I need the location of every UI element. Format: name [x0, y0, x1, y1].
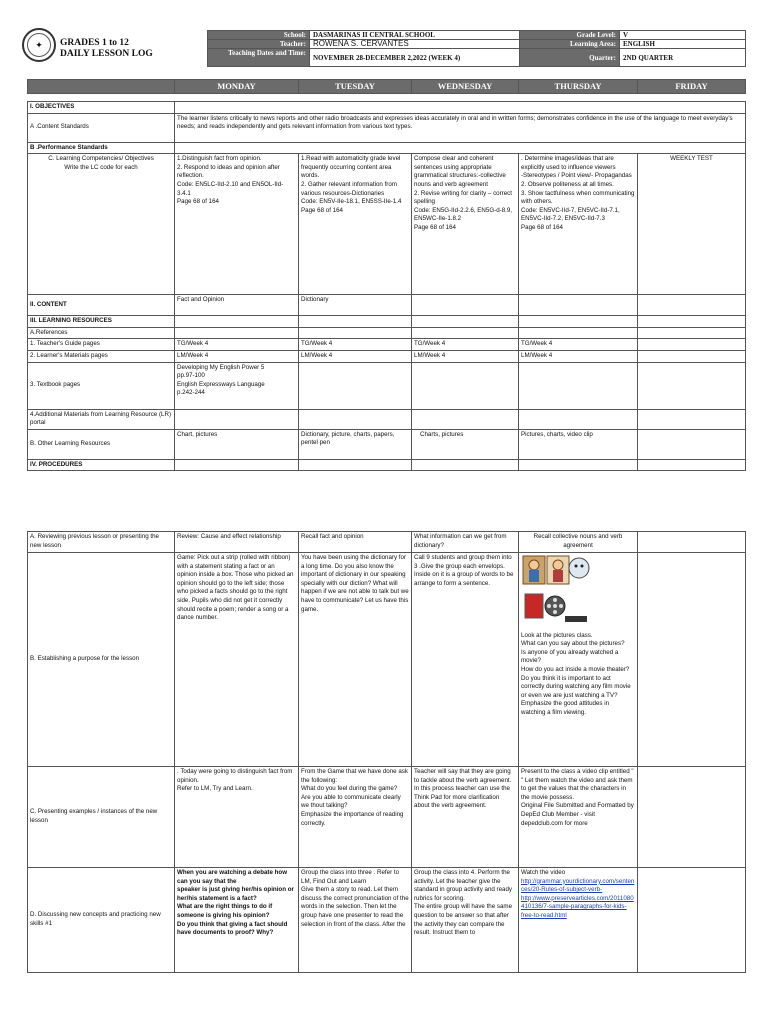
content-friday — [638, 295, 746, 316]
lesson-log-table-2 — [27, 531, 746, 973]
purpose-thursday-cell — [519, 553, 638, 767]
tg-thursday: TG/Week 4 — [519, 339, 638, 351]
teacher-label: Teacher: — [208, 40, 310, 49]
blank — [638, 409, 746, 429]
additional-materials-label: 4.Additional Materials from Learning Resource (LR) portal — [28, 409, 175, 429]
lm-friday — [638, 350, 746, 362]
purpose-monday: Game: Pick out a strip (rolled with ribbon) with a statement stating a fact or an opinion inside a box. Those who picked an opinion should go to the left side; those who picked a facts should go to the right side. Pupils who did not get it correctly should recite a poem; render a song or a dance number. — [175, 553, 299, 767]
objectives-blank — [175, 102, 746, 114]
examples-wednesday: Teacher will say that they are going to tackle about the verb agreement. In this process teacher can use the Think Pad for more clarification about the verb agreement. — [412, 767, 519, 868]
grade-value: V — [620, 31, 746, 40]
title-line-2: DAILY LESSON LOG — [60, 49, 153, 59]
grade-label: Grade Level: — [520, 31, 620, 40]
examples-label: C. Presenting examples / instances of the new lesson — [28, 767, 175, 868]
title-line-1: GRADES 1 to 12 — [60, 38, 129, 48]
tg-label: 1. Teacher's Guide pages — [28, 339, 175, 351]
review-tuesday: Recall fact and opinion — [299, 532, 412, 553]
other-thursday: Pictures, charts, video clip — [519, 429, 638, 459]
page-title — [60, 38, 153, 60]
blank — [519, 316, 638, 328]
content-standards-label: A .Content Standards — [28, 113, 175, 142]
lm-tuesday: LM/Week 4 — [299, 350, 412, 362]
day-friday: FRIDAY — [638, 80, 746, 94]
dates-value: NOVEMBER 28-DECEMBER 2,2022 (WEEK 4) — [310, 49, 520, 67]
deped-seal-icon — [22, 28, 56, 62]
performance-standards-label: B .Performance Standards — [28, 142, 175, 154]
blank — [412, 316, 519, 328]
school-value: DASMARINAS II CENTRAL SCHOOL — [310, 31, 520, 40]
day-header-row — [27, 79, 746, 94]
blank — [175, 316, 299, 328]
content-standards-text: The learner listens critically to news reports and other radio broadcasts and expresses ideas accurately in oral and in written forms; demonstrates confidence in the use of the language to meet everyday's needs; and reads independently and gets relevant information from various text types. — [175, 113, 746, 142]
discussing-wednesday: Group the class into 4. Perform the activity. Let the teacher give the standard in group activity and ready rubrics for scoring. The entire group will have the same question to be answer so that after the activity they can compare the result. Instruct them to — [412, 868, 519, 973]
watch-video-text: Watch the video — [521, 869, 566, 876]
blank — [175, 327, 299, 339]
competencies-tuesday: 1.Read with automaticity grade level frequently occurring content area words. 2. Gather relevant information from various resources-Dictionaries Code: EN5V-IIe-18.1, EN5SS-IIe-1.4 Page 68 of 164 — [299, 154, 412, 295]
competencies-wednesday: Compose clear and coherent sentences using appropriate grammatical structures:-collective nouns and verb agreement 2. Revise writing for clarity – correct spelling Code: EN5G-IId-2.2.6, EN5G-d-8.9, EN5WC-IIe-1.8.2 Page 68 of 164 — [412, 154, 519, 295]
content-heading: II. CONTENT — [28, 295, 175, 316]
other-wednesday: Charts, pictures — [412, 429, 519, 459]
blank — [638, 327, 746, 339]
discussing-monday: When you are watching a debate how can you say that the speaker is just giving her/his opinion or her/his statement is a fact? What are the right things to do if someone is giving his opinion? Do you think that giving a fact should have documents to proof? Why? — [175, 868, 299, 973]
discussing-thursday-cell — [519, 868, 638, 973]
textbook-monday: Developing My English Power 5 pp.97-100 English Expressways Language p.242-244 — [175, 362, 299, 409]
purpose-thursday: Look at the pictures class. What can you say about the pictures? Is anyone of you already watched a movie? How do you act inside a movie theater? Do you think it is important to act correctly during watching any film movie or even we are just watching a TV? Emphasize the good attitudes in watching a film viewing. — [521, 631, 631, 716]
examples-thursday: Present to the class a video clip entitled " " Let them watch the video and ask them to get the values that the characters in the movie possess. Original File Submitted and Formatted by DepEd Club Member - visit depedclub.com for more — [519, 767, 638, 868]
grammar-link[interactable]: http://grammar.yourdictionary.com/sentences/20-Rules-of-subject-verb- — [521, 877, 635, 894]
blank — [412, 459, 519, 471]
blank — [638, 429, 746, 459]
other-monday: Chart, pictures — [175, 429, 299, 459]
objectives-heading: I. OBJECTIVES — [28, 102, 175, 114]
examples-tuesday: From the Game that we have done ask the following: What do you feel during the game? Are you able to communicate clearly we thout talking? Emphasize the importance of reading correctly. — [299, 767, 412, 868]
blank — [519, 362, 638, 409]
teacher-value: ROWENA S. CERVANTES — [310, 40, 520, 49]
quarter-value: 2ND QUARTER — [620, 49, 746, 67]
blank — [175, 409, 299, 429]
blank — [638, 459, 746, 471]
tg-wednesday: TG/Week 4 — [412, 339, 519, 351]
competencies-monday: 1.Distinguish fact from opinion. 2. Respond to ideas and opinion after reflection. Code: EN5LC-IId-2.10 and EN5OL-IId-3.4.1 Page 68 of 164 — [175, 154, 299, 295]
blank — [299, 362, 412, 409]
procedures-heading: IV. PROCEDURES — [28, 459, 175, 471]
review-label: A. Reviewing previous lesson or presenting the new lesson — [28, 532, 175, 553]
competencies-label: C. Learning Competencies/ Objectives Write the LC code for each — [28, 154, 175, 295]
blank — [299, 409, 412, 429]
blank — [519, 459, 638, 471]
lesson-log-table-1 — [27, 101, 746, 471]
preservearticles-link[interactable]: http://www.preservearticles.com/2011080410136/7-sample-paragraphs-for-kids-free-to-read.html — [521, 894, 634, 919]
lm-thursday: LM/Week 4 — [519, 350, 638, 362]
competencies-friday: WEEKLY TEST — [638, 154, 746, 295]
dates-label: Teaching Dates and Time: — [208, 49, 310, 67]
blank — [638, 767, 746, 868]
lm-label: 2. Learner's Materials pages — [28, 350, 175, 362]
blank — [299, 459, 412, 471]
movie-reel-picture — [525, 594, 587, 622]
blank — [412, 362, 519, 409]
lm-wednesday: LM/Week 4 — [412, 350, 519, 362]
blank — [299, 316, 412, 328]
blank — [519, 409, 638, 429]
tg-monday: TG/Week 4 — [175, 339, 299, 351]
resources-heading: III. LEARNING RESOURCES — [28, 316, 175, 328]
blank — [638, 362, 746, 409]
purpose-wednesday: Call 9 students and group them into 3 .Give the group each envelops. Inside on it is a group of words to be arrange to form a sentence. — [412, 553, 519, 767]
review-thursday: Recall collective nouns and verb agreement — [519, 532, 638, 553]
thursday-pictures — [521, 554, 591, 628]
day-thursday: THURSDAY — [519, 80, 638, 94]
lm-monday: LM/Week 4 — [175, 350, 299, 362]
other-tuesday: Dictionary, picture, charts, papers, pentel pen — [299, 429, 412, 459]
tg-friday — [638, 339, 746, 351]
area-label: Learning Area: — [520, 40, 620, 49]
school-label: School: — [208, 31, 310, 40]
content-monday: Fact and Opinion — [175, 295, 299, 316]
day-wednesday: WEDNESDAY — [412, 80, 519, 94]
blank — [638, 868, 746, 973]
blank — [638, 553, 746, 767]
competencies-thursday: . Determine images/ideas that are explicitly used to influence viewers -Stereotypes / Point view/- Propagandas 2. Observe politeness at all times. 3. Show tactfulness when communicating with others. Code: EN5VC-IId-7, EN5VC-IId-7.1, EN5VC-IId-7.2, EN5VC-IId-7.3 Page 68 of 164 — [519, 154, 638, 295]
textbook-label: 3. Textbook pages — [28, 362, 175, 409]
day-header-blank — [28, 80, 175, 94]
blank — [175, 459, 299, 471]
review-monday: Review: Cause and effect relationship — [175, 532, 299, 553]
header-info-table — [207, 30, 746, 67]
blank — [638, 532, 746, 553]
purpose-tuesday: You have been using the dictionary for a long time. Do you also know the important of dictionary in our speaking specially with our diction? What will happen if we are not able to talk but we have to communicate? Let us have this game. — [299, 553, 412, 767]
blank — [412, 409, 519, 429]
area-value: ENGLISH — [620, 40, 746, 49]
content-thursday — [519, 295, 638, 316]
content-wednesday — [412, 295, 519, 316]
discussing-tuesday: Group the class into three . Refer to LM, Find Out and Learn Give them a story to read. Let them discuss the correct pronunciation of the words in the selection. Then let the group have one presenter to read the selection in front of the class. After the — [299, 868, 412, 973]
blank — [299, 327, 412, 339]
examples-monday: . Today were going to distinguish fact from opinion. Refer to LM, Try and Learn. — [175, 767, 299, 868]
quarter-label: Quarter: — [520, 49, 620, 67]
performance-blank — [175, 142, 746, 154]
discussing-label: D. Discussing new concepts and practicing new skills #1 — [28, 868, 175, 973]
family-cartoon-picture — [523, 556, 589, 584]
day-tuesday: TUESDAY — [299, 80, 412, 94]
blank — [412, 327, 519, 339]
day-monday: MONDAY — [175, 80, 299, 94]
purpose-label: B. Establishing a purpose for the lesson — [28, 553, 175, 767]
seal-center-icon: ✦ — [27, 33, 51, 57]
content-tuesday: Dictionary — [299, 295, 412, 316]
blank — [638, 316, 746, 328]
review-wednesday: What information can we get from dictionary? — [412, 532, 519, 553]
blank — [519, 327, 638, 339]
other-resources-label: B. Other Learning Resources — [28, 429, 175, 459]
tg-tuesday: TG/Week 4 — [299, 339, 412, 351]
references-label: A.References — [28, 327, 175, 339]
